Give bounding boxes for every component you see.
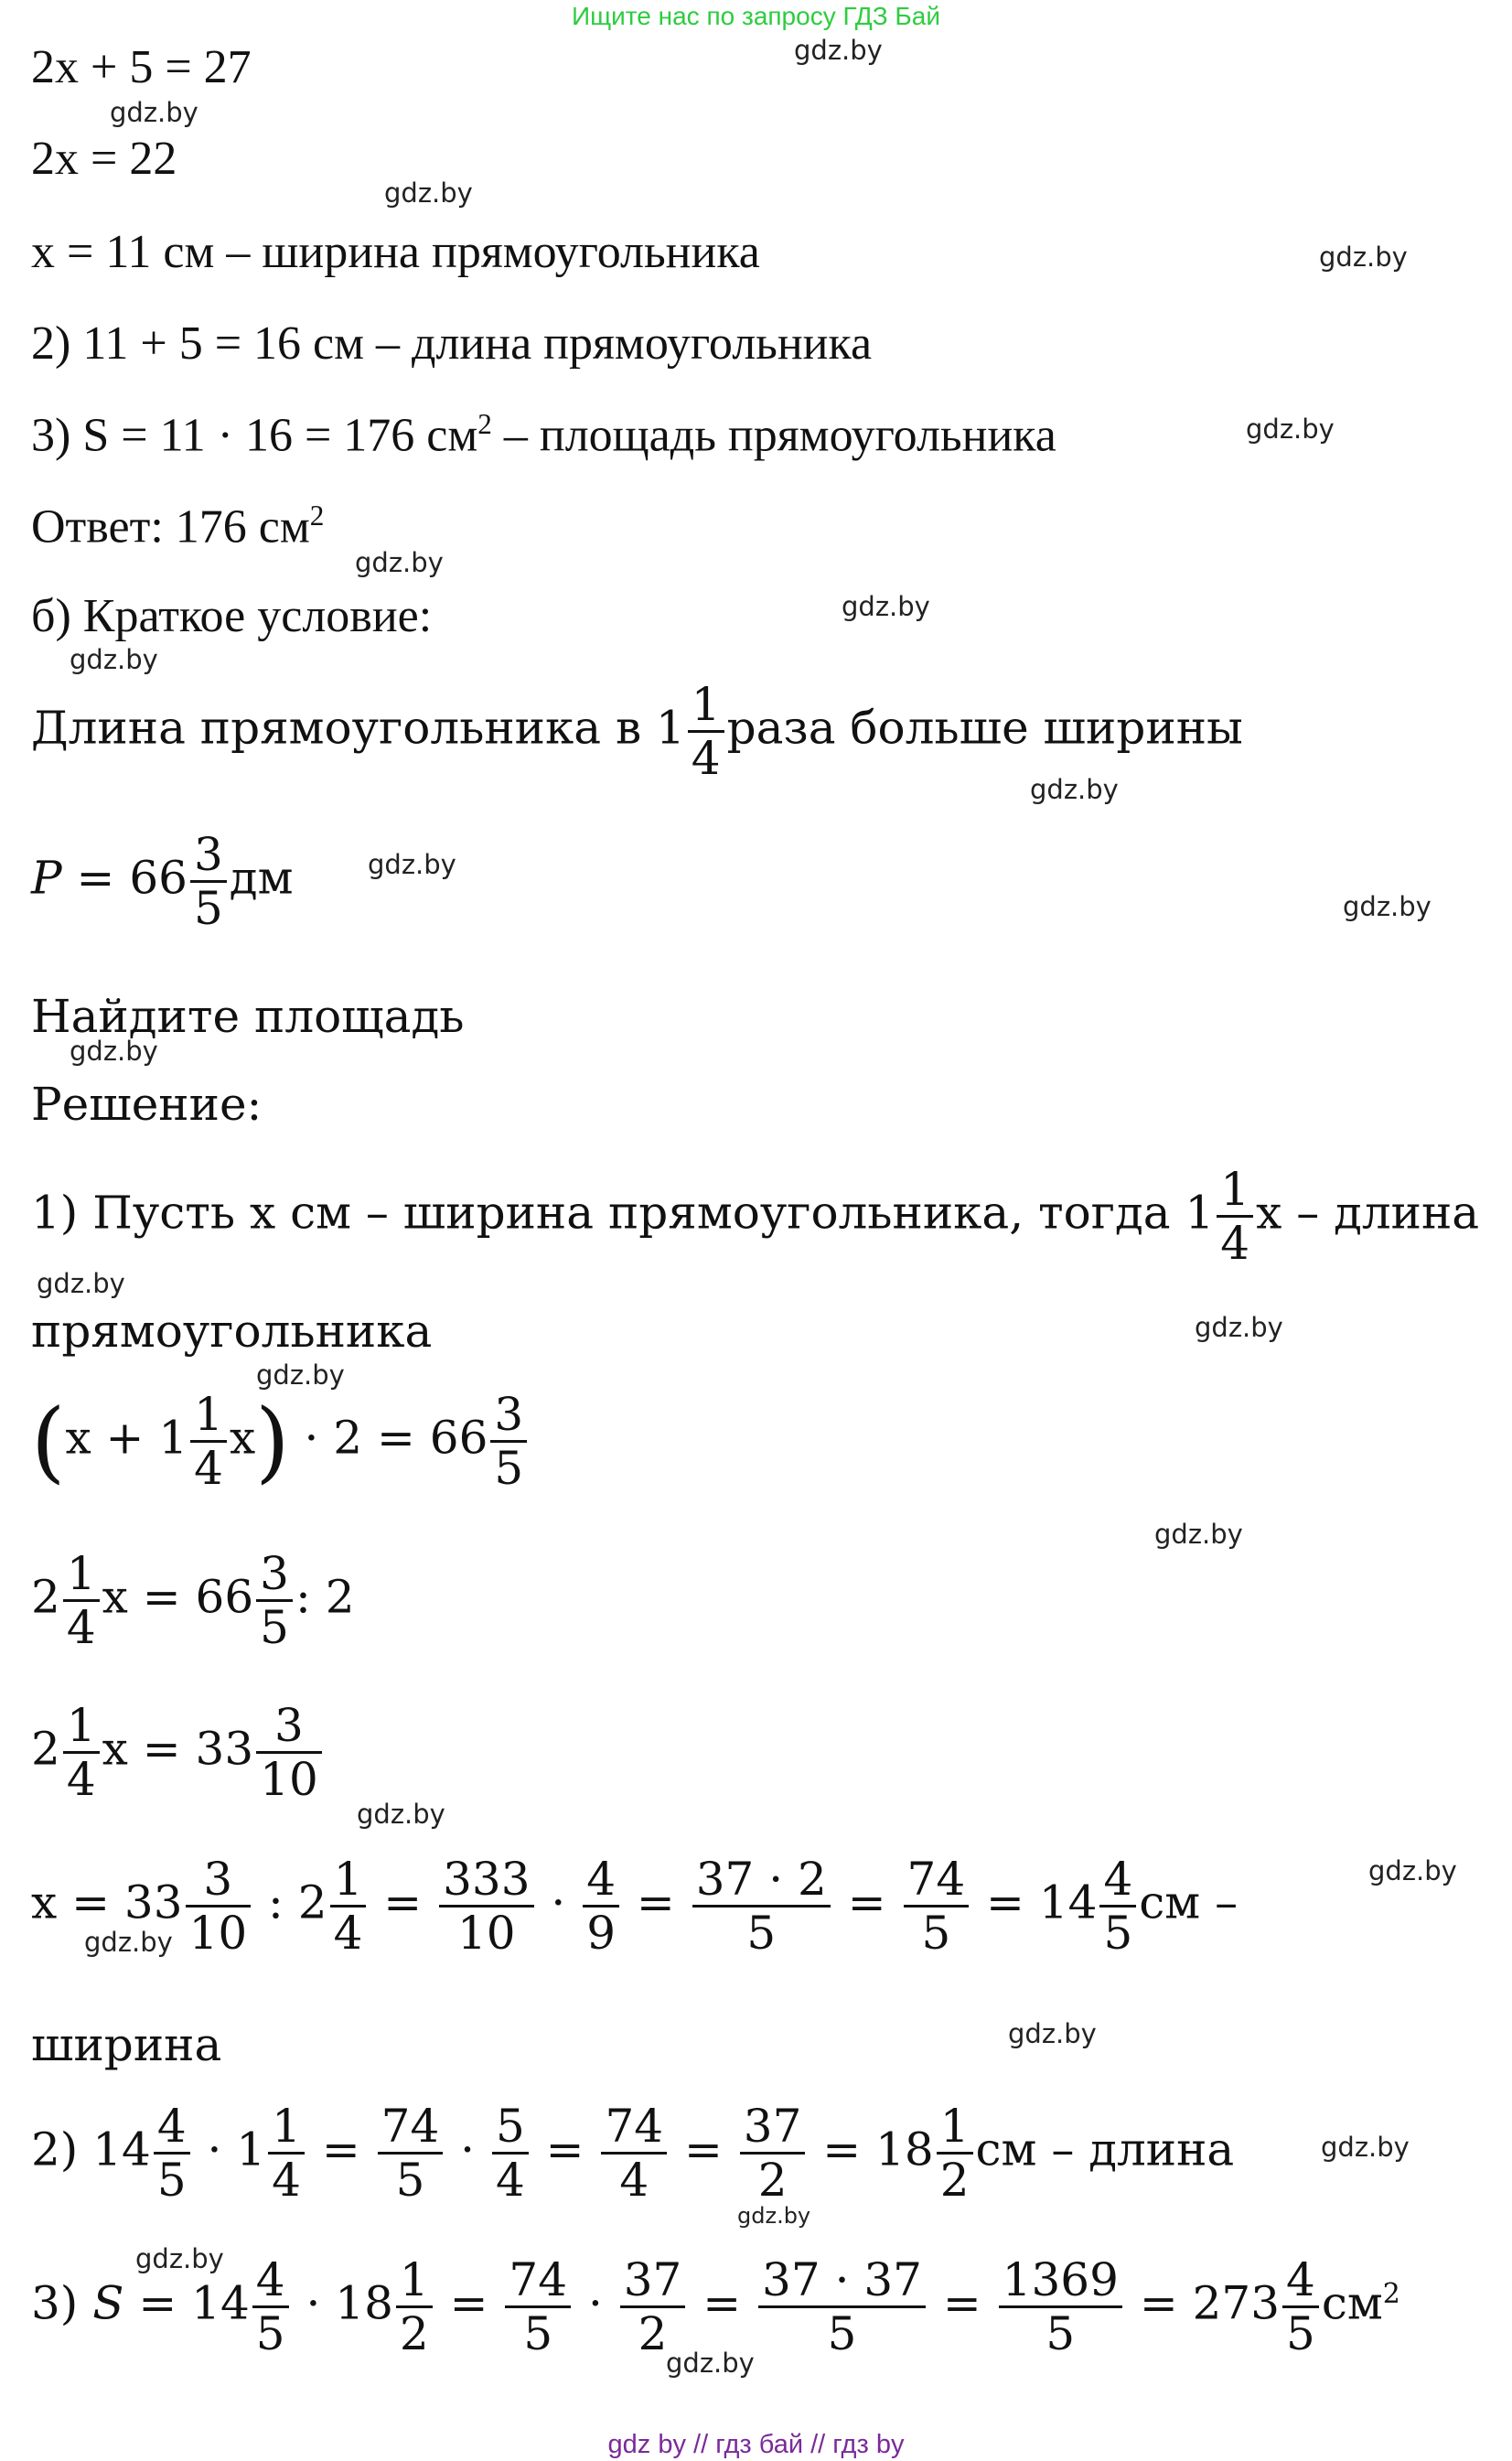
equation-text: x = 66 [102, 1570, 254, 1624]
watermark: gdz.by [357, 1799, 445, 1830]
denominator: 5 [692, 1905, 831, 1959]
fraction [396, 2254, 433, 2359]
solution-step-2 [31, 2101, 1234, 2206]
step-text: прямоугольника [31, 1305, 433, 1358]
numerator: 1 [194, 1388, 223, 1441]
equation-text: 2 [31, 1570, 60, 1624]
denominator: 5 [256, 1599, 293, 1653]
denominator: 10 [439, 1905, 533, 1959]
fraction [620, 2254, 686, 2359]
watermark: gdz.by [1030, 774, 1119, 805]
denominator: 5 [252, 2305, 289, 2359]
fraction [186, 1854, 252, 1959]
watermark: gdz.by [794, 35, 883, 66]
solution-heading [31, 1078, 263, 1131]
equation-text: = 273 [1124, 2276, 1281, 2330]
watermark: gdz.by [1343, 891, 1432, 922]
denominator: 4 [63, 1751, 100, 1805]
equation-text: · [445, 2122, 489, 2176]
fraction [1282, 2254, 1319, 2359]
watermark: gdz.by [666, 2348, 755, 2379]
equation-text: = [832, 1875, 901, 1929]
watermark: gdz.by [37, 1268, 125, 1299]
numerator: 1 [333, 1853, 363, 1906]
denominator: 5 [1099, 1905, 1136, 1959]
denominator: 5 [378, 2152, 444, 2206]
denominator: 4 [330, 1905, 367, 1959]
equation-text: · 1 [192, 2122, 266, 2176]
fraction [999, 2254, 1122, 2359]
fraction [63, 1700, 100, 1805]
fraction [190, 829, 227, 934]
watermark: gdz.by [84, 1927, 173, 1958]
equation-text: – площадь прямоугольника [491, 409, 1056, 462]
numerator: 1 [939, 2100, 970, 2153]
step-text: ширина [31, 2018, 222, 2071]
fraction [190, 1389, 227, 1494]
fraction [256, 1700, 322, 1805]
equation-line [31, 1389, 530, 1494]
numerator: 333 [443, 1853, 531, 1906]
variable-s: S [92, 2276, 124, 2330]
numerator: 74 [605, 2100, 664, 2153]
denominator: 2 [740, 2152, 806, 2206]
equation-text: = 18 [808, 2122, 934, 2176]
equation-text: · 18 [291, 2276, 393, 2330]
equation-line [31, 1854, 1238, 1959]
equation-text: = [688, 2276, 756, 2330]
watermark: gdz.by [70, 644, 158, 675]
watermark: gdz.by [1195, 1312, 1283, 1343]
denominator: 5 [1282, 2305, 1319, 2359]
fraction [439, 1854, 533, 1959]
numerator: 1 [66, 1547, 96, 1600]
fraction [1217, 1164, 1253, 1269]
numerator: 4 [156, 2100, 187, 2153]
fraction [904, 1854, 970, 1959]
equation-text: 2x + 5 = 27 [31, 41, 252, 93]
watermark: gdz.by [256, 1359, 345, 1391]
variable-p: P [31, 851, 62, 905]
watermark: gdz.by [135, 2243, 224, 2274]
denominator: 4 [688, 730, 724, 784]
denominator: 4 [492, 2152, 529, 2206]
fraction [154, 2101, 190, 2206]
fraction [492, 2101, 529, 2206]
numerator: 37 · 2 [695, 1853, 827, 1906]
numerator: 3 [494, 1388, 524, 1441]
equation-text: = [434, 2276, 503, 2330]
numerator: 3 [274, 1699, 304, 1752]
unit-text: см [1321, 2276, 1383, 2330]
exponent: 2 [1382, 2277, 1400, 2310]
numerator: 74 [906, 1853, 966, 1906]
exponent: 2 [477, 408, 492, 440]
equation-text: 3) [31, 2276, 93, 2330]
equation-text: 3) S = 11 · 16 = 176 см [31, 409, 478, 462]
heading-text: Решение: [31, 1078, 263, 1131]
equation-text: = 14 [971, 1875, 1098, 1929]
denominator: 10 [256, 1751, 322, 1805]
numerator: 4 [1103, 1853, 1133, 1906]
step-continued [31, 2018, 222, 2071]
numerator: 3 [260, 1547, 289, 1600]
close-paren: ) [255, 1390, 290, 1493]
denominator: 5 [505, 2305, 571, 2359]
watermark: gdz.by [1246, 414, 1335, 445]
watermark: gdz.by [368, 849, 456, 880]
watermark: gdz.by [1319, 242, 1408, 273]
fraction [252, 2254, 289, 2359]
fraction [490, 1389, 527, 1494]
watermark: gdz.by [384, 177, 473, 209]
numerator: 74 [381, 2100, 440, 2153]
denominator: 4 [63, 1599, 100, 1653]
watermark: gdz.by [1154, 1519, 1243, 1550]
step-text: x – длина [1256, 1186, 1480, 1240]
equation-text: = 66 [61, 851, 188, 905]
denominator: 5 [758, 2305, 926, 2359]
denominator: 4 [601, 2152, 667, 2206]
fraction [758, 2254, 926, 2359]
answer-line [31, 501, 324, 551]
equation-text: = [306, 2122, 375, 2176]
task-text: Найдите площадь [31, 990, 465, 1043]
watermark: gdz.by [1368, 1855, 1457, 1886]
denominator: 10 [186, 1905, 252, 1959]
equation-text: · [574, 2276, 617, 2330]
equation-text: = [531, 2122, 599, 2176]
equation-text: : 2 [253, 1875, 327, 1929]
equation-text: = [928, 2276, 996, 2330]
numerator: 5 [495, 2100, 525, 2153]
denominator: 5 [190, 880, 227, 934]
numerator: 3 [203, 1853, 233, 1906]
equation-line [31, 135, 177, 183]
equation-text: = [369, 1875, 437, 1929]
equation-line [31, 226, 760, 278]
equation-line [31, 317, 873, 370]
numerator: 4 [1286, 2253, 1315, 2306]
equation-text: · 2 = 66 [289, 1411, 488, 1465]
watermark: gdz.by [1321, 2132, 1410, 2163]
numerator: 1369 [1002, 2253, 1119, 2306]
equation-text: = [670, 2122, 737, 2176]
denominator: 5 [999, 2305, 1122, 2359]
watermark: gdz.by [355, 547, 444, 578]
equation-text: 2) 14 [31, 2122, 151, 2176]
equation-text: x + 1 [65, 1411, 188, 1465]
step-text: 1) Пусть x см – ширина прямоугольника, тогда 1 [31, 1186, 1215, 1240]
denominator: 5 [154, 2152, 190, 2206]
fraction [505, 2254, 571, 2359]
unit-text: см – [1139, 1875, 1239, 1929]
unit-text: дм [229, 851, 294, 905]
equation-text: = [622, 1875, 690, 1929]
numerator: 1 [691, 678, 721, 731]
denominator: 4 [268, 2152, 305, 2206]
numerator: 37 · 37 [762, 2253, 922, 2306]
watermark: gdz.by [70, 1036, 158, 1067]
equation-text: x = 11 см – ширина прямоугольника [31, 226, 760, 278]
equation-text: : 2 [295, 1570, 355, 1624]
equation-line [31, 1700, 325, 1805]
denominator: 2 [396, 2305, 433, 2359]
numerator: 37 [743, 2100, 802, 2153]
fraction [583, 1854, 619, 1959]
task-line [31, 990, 465, 1043]
numerator: 3 [193, 828, 223, 881]
equation-text: x [229, 1411, 256, 1465]
equation-text: = 14 [123, 2276, 250, 2330]
numerator: 1 [272, 2100, 301, 2153]
equation-text: · [536, 1875, 581, 1929]
denominator: 9 [583, 1905, 619, 1959]
fraction [378, 2101, 444, 2206]
perimeter-line [31, 829, 293, 934]
fraction [937, 2101, 973, 2206]
fraction [601, 2101, 667, 2206]
answer-text: Ответ: 176 см [31, 500, 310, 553]
equation-text: x = 33 [102, 1722, 254, 1776]
top-banner[interactable]: Ищите нас по запросу ГДЗ Бай [571, 2, 941, 30]
condition-text: Длина прямоугольника в 1 [31, 701, 685, 755]
solution-step-1 [31, 1164, 1479, 1269]
watermark: gdz.by [737, 2203, 811, 2229]
denominator: 5 [490, 1440, 527, 1494]
numerator: 4 [255, 2253, 285, 2306]
equation-text: 2 [31, 1722, 60, 1776]
numerator: 37 [623, 2253, 682, 2306]
watermark: gdz.by [110, 97, 198, 128]
numerator: 1 [399, 2253, 429, 2306]
watermark: gdz.by [1008, 2018, 1097, 2049]
denominator: 4 [1217, 1215, 1253, 1269]
equation-text: 2x = 22 [31, 133, 177, 185]
denominator: 2 [620, 2305, 686, 2359]
fraction [1099, 1854, 1136, 1959]
denominator: 5 [904, 1905, 970, 1959]
fraction [63, 1548, 100, 1653]
heading-text: б) Краткое условие: [31, 590, 433, 642]
fraction [740, 2101, 806, 2206]
equation-text: x = 33 [31, 1875, 183, 1929]
section-heading [31, 590, 433, 642]
equation-line [31, 1548, 355, 1653]
solution-step-3 [31, 2254, 1400, 2359]
numerator: 4 [586, 1853, 617, 1906]
numerator: 74 [509, 2253, 568, 2306]
numerator: 1 [1220, 1163, 1250, 1216]
watermark: gdz.by [842, 591, 930, 622]
fraction [268, 2101, 305, 2206]
bottom-banner[interactable]: gdz by // гдз бай // гдз by [607, 2430, 905, 2459]
exponent: 2 [309, 500, 325, 532]
fraction [330, 1854, 367, 1959]
denominator: 2 [937, 2152, 973, 2206]
equation-text: 2) 11 + 5 = 16 см – длина прямоугольника [31, 317, 873, 370]
open-paren: ( [31, 1390, 66, 1493]
equation-line [31, 41, 252, 93]
equation-line [31, 408, 1056, 462]
numerator: 1 [66, 1699, 96, 1752]
condition-line [31, 679, 1243, 784]
fraction [256, 1548, 293, 1653]
unit-text: см – длина [975, 2122, 1235, 2176]
solution-step-1-continued [31, 1305, 433, 1358]
denominator: 4 [190, 1440, 227, 1494]
fraction [692, 1854, 831, 1959]
condition-text: раза больше ширины [726, 701, 1243, 755]
fraction [688, 679, 724, 784]
